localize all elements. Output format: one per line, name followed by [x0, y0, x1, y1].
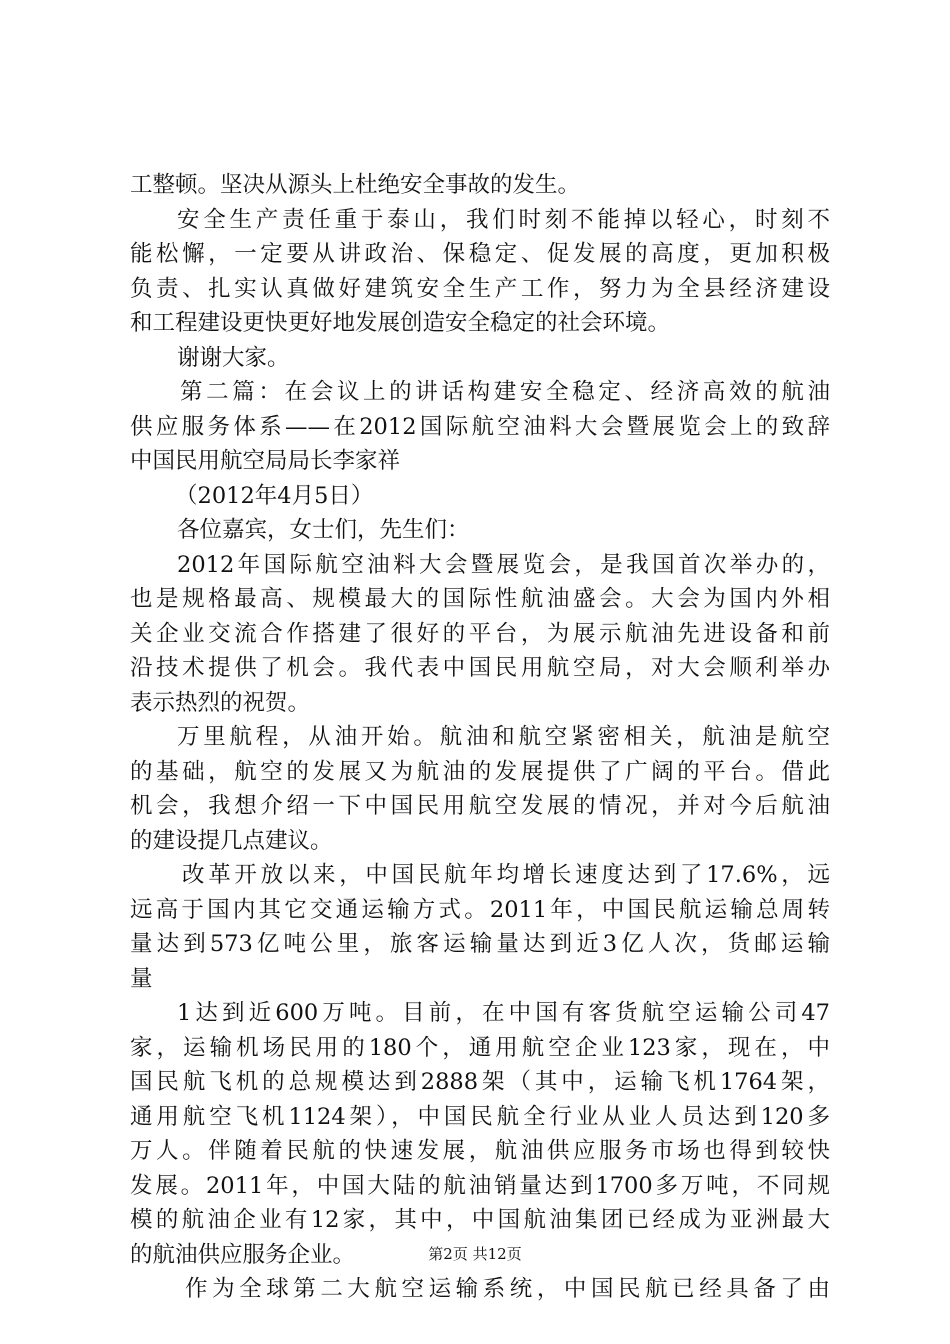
text-line: 的建设提几点建议。 — [130, 827, 333, 854]
text-line: 各位嘉宾，女士们，先生们： — [177, 517, 470, 543]
text-line: 沿技术提供了机会。我代表中国民用航空局，对大会顺利举办 — [130, 655, 830, 681]
text-line: 机会，我想介绍一下中国民用航空发展的情况，并对今后航油 — [130, 793, 830, 819]
text-line: 国民航飞机的总规模达到2888架（其中，运输飞机1764架， — [130, 1069, 830, 1095]
text-line: 负责、扎实认真做好建筑安全生产工作，努力为全县经济建设 — [130, 275, 830, 302]
text-line: 万里航程，从油开始。航油和航空紧密相关，航油是航空 — [177, 724, 830, 750]
text-line: 安全生产责任重于泰山，我们时刻不能掉以轻心，时刻不 — [177, 206, 830, 233]
text-line: 万人。伴随着民航的快速发展，航油供应服务市场也得到较快 — [130, 1138, 830, 1164]
text-line: 家，运输机场民用的180个，通用航空企业123家，现在，中 — [130, 1034, 830, 1061]
text-line: 1达到近600万吨。目前，在中国有客货航空运输公司47 — [177, 1000, 830, 1026]
text-line: 的航油供应服务企业。 — [130, 1241, 356, 1268]
text-line: 量 — [130, 965, 153, 992]
text-line: 通用航空飞机1124架），中国民航全行业从业人员达到120多 — [130, 1103, 830, 1130]
text-line: 作为全球第二大航空运输系统，中国民航已经具备了由 — [185, 1276, 830, 1302]
body-text — [130, 168, 830, 1307]
text-line: 谢谢大家。 — [177, 344, 290, 371]
text-line: 发展。2011年，中国大陆的航油销量达到1700多万吨，不同规 — [130, 1172, 830, 1199]
text-line: 也是规格最高、规模最大的国际性航油盛会。大会为国内外相 — [130, 586, 830, 612]
text-line: 第二篇：在会议上的讲话构建安全稳定、经济高效的航油 — [180, 379, 830, 405]
text-line: 关企业交流合作搭建了很好的平台，为展示航油先进设备和前 — [130, 620, 830, 647]
text-line: 改革开放以来，中国民航年均增长速度达到了17.6%，远 — [182, 862, 830, 888]
text-line: 和工程建设更快更好地发展创造安全稳定的社会环境。 — [130, 310, 671, 336]
text-line: 表示热烈的祝贺。 — [130, 689, 311, 716]
text-line: 工整顿。坚决从源头上杜绝安全事故的发生。 — [130, 172, 581, 198]
text-line: 的基础，航空的发展又为航油的发展提供了广阔的平台。借此 — [130, 758, 830, 785]
text-line: 量达到573亿吨公里，旅客运输量达到近3亿人次，货邮运输 — [130, 931, 830, 957]
text-line: 模的航油企业有12家，其中，中国航油集团已经成为亚洲最大 — [130, 1207, 830, 1233]
text-line: （2012年4月5日） — [175, 482, 374, 509]
text-line: 2012年国际航空油料大会暨展览会，是我国首次举办的， — [177, 551, 830, 578]
text-line: 供应服务体系——在2012国际航空油料大会暨展览会上的致辞 — [130, 413, 830, 440]
text-line: 远高于国内其它交通运输方式。2011年，中国民航运输总周转 — [130, 896, 830, 923]
text-line: 中国民用航空局局长李家祥 — [130, 448, 401, 474]
text-line: 能松懈，一定要从讲政治、保稳定、促发展的高度，更加积极 — [130, 241, 830, 267]
page-footer: 第2页 共12页 — [428, 1245, 522, 1263]
